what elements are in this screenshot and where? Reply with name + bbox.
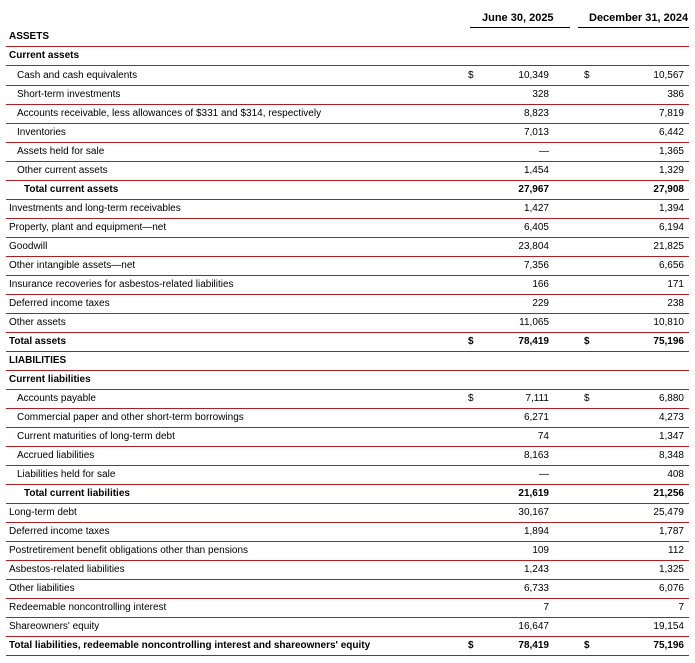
row-label: Total current liabilities <box>24 488 130 499</box>
row-label: Accounts payable <box>17 393 96 404</box>
value-2024: 10,567 <box>653 70 684 81</box>
row-label: Cash and cash equivalents <box>17 70 138 81</box>
table-row <box>6 522 689 542</box>
value-2024: 6,442 <box>658 127 684 138</box>
value-2024: 75,196 <box>653 640 684 651</box>
row-label: Total current assets <box>24 184 119 195</box>
table-row <box>6 104 689 124</box>
table-row <box>6 484 689 504</box>
value-2025: — <box>539 146 549 157</box>
row-label: Deferred income taxes <box>9 298 110 309</box>
value-2025: 328 <box>532 89 549 100</box>
table-row <box>6 66 689 86</box>
value-2024: 1,325 <box>658 564 684 575</box>
row-label: Short-term investments <box>17 89 121 100</box>
value-2024: 1,787 <box>658 526 684 537</box>
row-label: Accrued liabilities <box>17 450 95 461</box>
value-2025: 7 <box>543 602 549 613</box>
row-label: Commercial paper and other short-term borrowings <box>17 412 244 423</box>
table-row <box>6 465 689 485</box>
table-row <box>6 161 689 181</box>
value-2025: 74 <box>537 431 549 442</box>
table-row <box>6 598 689 618</box>
value-2025: 78,419 <box>518 336 549 347</box>
row-label: Shareowners' equity <box>9 621 100 632</box>
value-2025: 27,967 <box>518 184 549 195</box>
value-2024: 25,479 <box>653 507 684 518</box>
table-row <box>6 294 689 314</box>
table-row <box>6 503 689 523</box>
row-label: Total liabilities, redeemable noncontrolling interest and shareowners' equity <box>9 640 371 651</box>
row-label: Liabilities held for sale <box>17 469 116 480</box>
value-2025: 30,167 <box>518 507 549 518</box>
value-2024: 10,810 <box>653 317 684 328</box>
row-label: Current liabilities <box>9 374 91 385</box>
table-row <box>6 180 689 200</box>
value-2024: 6,076 <box>658 583 684 594</box>
table-row <box>6 332 689 352</box>
value-2025: 166 <box>532 279 549 290</box>
table-row <box>6 541 689 561</box>
table-row <box>6 313 689 333</box>
value-2025: 8,163 <box>523 450 549 461</box>
value-2025: 10,349 <box>518 70 549 81</box>
table-row <box>6 256 689 276</box>
value-2024: 21,825 <box>653 241 684 252</box>
table-row <box>6 218 689 238</box>
value-2024: 6,880 <box>658 393 684 404</box>
row-label: Current maturities of long-term debt <box>17 431 175 442</box>
section-header-row <box>6 370 689 390</box>
row-label: Goodwill <box>9 241 48 252</box>
value-2024: 238 <box>667 298 684 309</box>
currency-symbol-2025: $ <box>468 70 474 81</box>
value-2025: 6,733 <box>523 583 549 594</box>
table-row <box>6 199 689 219</box>
row-label: Deferred income taxes <box>9 526 110 537</box>
value-2025: — <box>539 469 549 480</box>
value-2024: 7,819 <box>658 108 684 119</box>
section-header-row <box>6 46 689 66</box>
value-2024: 1,365 <box>658 146 684 157</box>
table-row <box>6 636 689 656</box>
value-2024: 19,154 <box>653 621 684 632</box>
row-label: Current assets <box>9 50 80 61</box>
row-label: Asbestos-related liabilities <box>9 564 125 575</box>
value-2025: 6,405 <box>523 222 549 233</box>
column-header-june-30-2025: June 30, 2025 <box>482 12 554 24</box>
value-2024: 1,394 <box>658 203 684 214</box>
currency-symbol-2025: $ <box>468 393 474 404</box>
row-label: Inventories <box>17 127 66 138</box>
table-row <box>6 123 689 143</box>
value-2024: 27,908 <box>653 184 684 195</box>
currency-symbol-2024: $ <box>584 640 590 651</box>
currency-symbol-2025: $ <box>468 336 474 347</box>
value-2025: 23,804 <box>518 241 549 252</box>
table-row <box>6 560 689 580</box>
row-label: Other assets <box>9 317 66 328</box>
value-2024: 408 <box>667 469 684 480</box>
value-2025: 229 <box>532 298 549 309</box>
table-row <box>6 237 689 257</box>
value-2024: 1,329 <box>658 165 684 176</box>
section-header-row <box>6 351 689 371</box>
table-row <box>6 85 689 105</box>
row-label: Investments and long-term receivables <box>9 203 181 214</box>
currency-symbol-2024: $ <box>584 393 590 404</box>
value-2024: 6,194 <box>658 222 684 233</box>
row-label: Long-term debt <box>9 507 77 518</box>
row-label: Postretirement benefit obligations other than pensions <box>9 545 249 556</box>
value-2024: 171 <box>667 279 684 290</box>
value-2024: 21,256 <box>653 488 684 499</box>
section-header-row <box>6 27 689 47</box>
value-2025: 6,271 <box>523 412 549 423</box>
table-row <box>6 389 689 409</box>
value-2025: 1,427 <box>523 203 549 214</box>
value-2025: 7,111 <box>525 393 549 404</box>
row-label: Redeemable noncontrolling interest <box>9 602 167 613</box>
row-label: Assets held for sale <box>17 146 105 157</box>
table-row <box>6 617 689 637</box>
row-label: Accounts receivable, less allowances of $331 and $314, respectively <box>17 108 322 119</box>
value-2024: 8,348 <box>658 450 684 461</box>
value-2025: 16,647 <box>518 621 549 632</box>
value-2025: 7,013 <box>523 127 549 138</box>
value-2024: 1,347 <box>658 431 684 442</box>
value-2025: 78,419 <box>518 640 549 651</box>
table-row <box>6 579 689 599</box>
currency-symbol-2024: $ <box>584 70 590 81</box>
row-label: Other liabilities <box>9 583 75 594</box>
value-2025: 7,356 <box>523 260 549 271</box>
row-label: LIABILITIES <box>9 355 67 366</box>
value-2025: 1,454 <box>523 165 549 176</box>
value-2025: 8,823 <box>523 108 549 119</box>
row-label: ASSETS <box>9 31 50 42</box>
column-header-december-31-2024: December 31, 2024 <box>589 12 689 24</box>
value-2025: 109 <box>532 545 549 556</box>
value-2024: 386 <box>667 89 684 100</box>
table-row <box>6 427 689 447</box>
value-2024: 112 <box>668 545 684 556</box>
currency-symbol-2024: $ <box>584 336 590 347</box>
table-row <box>6 275 689 295</box>
row-label: Total assets <box>9 336 67 347</box>
value-2025: 21,619 <box>518 488 549 499</box>
value-2024: 75,196 <box>653 336 684 347</box>
row-label: Other intangible assets—net <box>9 260 136 271</box>
value-2024: 7 <box>678 602 684 613</box>
row-label: Property, plant and equipment—net <box>9 222 167 233</box>
table-row <box>6 408 689 428</box>
value-2024: 6,656 <box>658 260 684 271</box>
table-row <box>6 446 689 466</box>
value-2025: 1,894 <box>523 526 549 537</box>
row-label: Insurance recoveries for asbestos-related liabilities <box>9 279 234 290</box>
table-row <box>6 142 689 162</box>
value-2025: 11,065 <box>519 317 549 328</box>
row-label: Other current assets <box>17 165 108 176</box>
value-2024: 4,273 <box>658 412 684 423</box>
currency-symbol-2025: $ <box>468 640 474 651</box>
value-2025: 1,243 <box>523 564 549 575</box>
